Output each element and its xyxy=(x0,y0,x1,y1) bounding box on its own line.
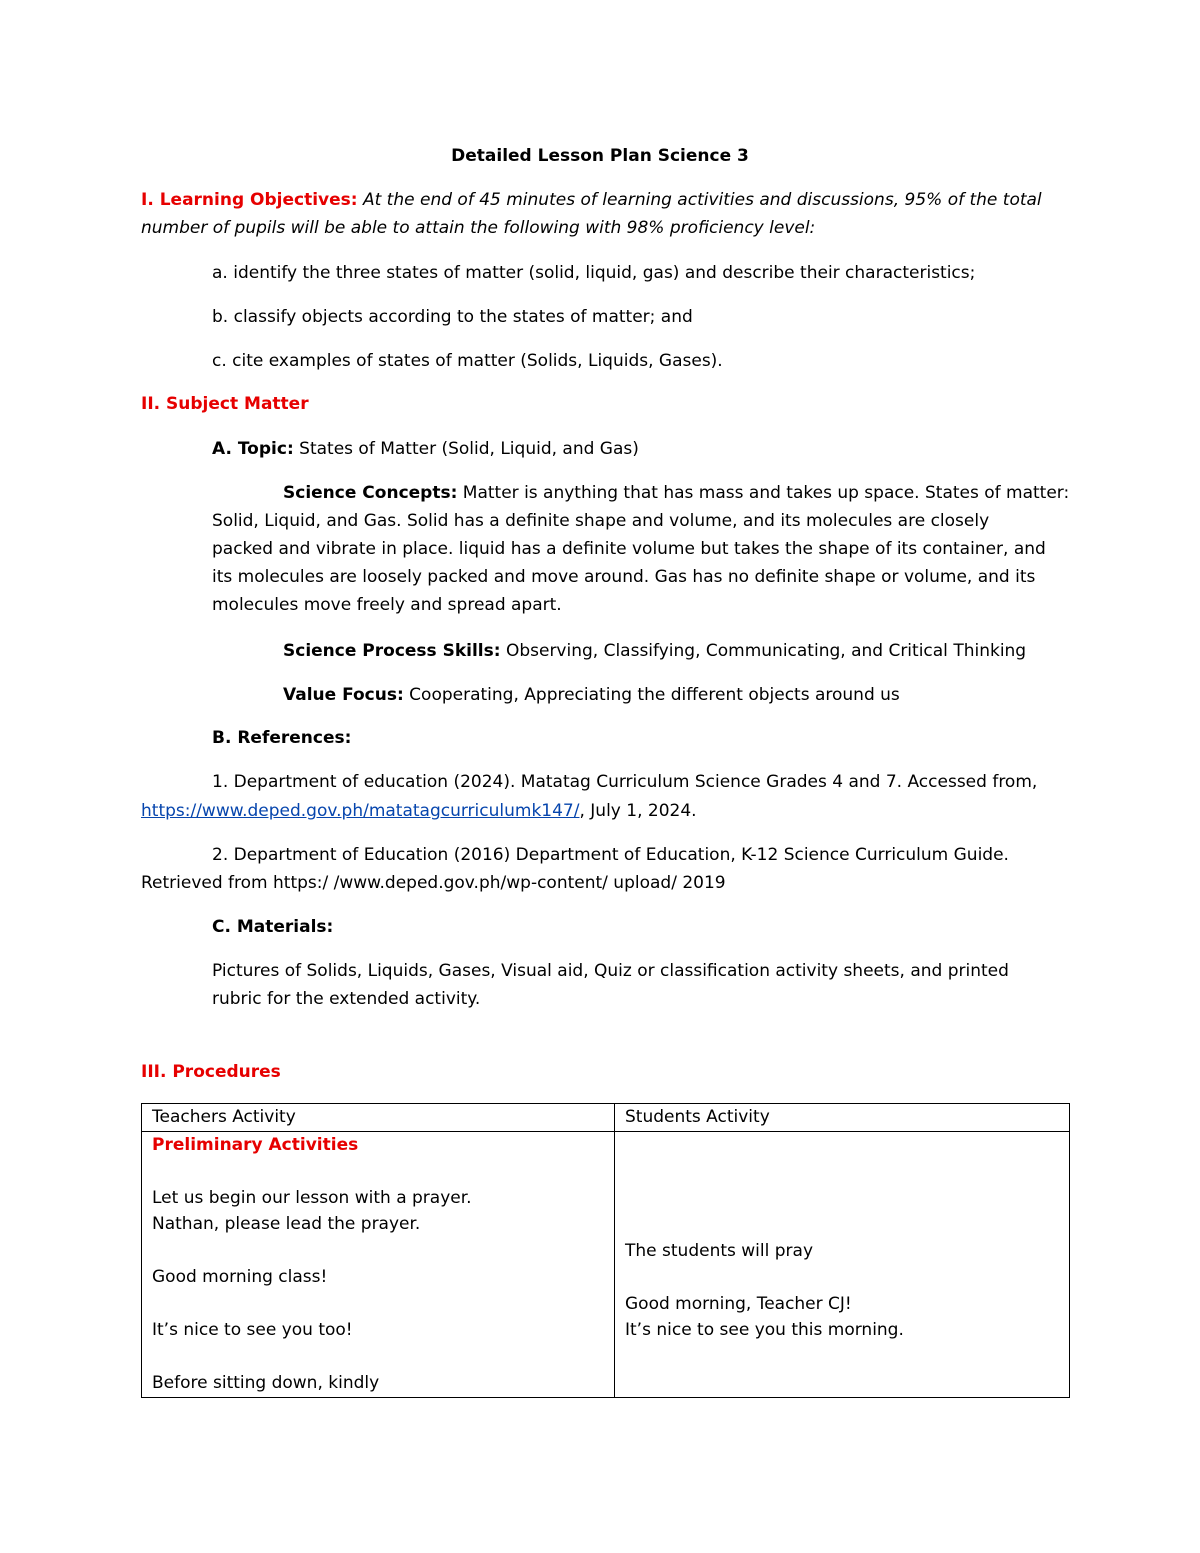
objective-item-b: b. classify objects according to the states of matter; and xyxy=(212,307,693,327)
student-line: It’s nice to see you this morning. xyxy=(625,1320,904,1340)
student-line xyxy=(625,1344,1069,1371)
student-line xyxy=(625,1185,1069,1212)
topic-label: A. Topic: xyxy=(212,439,294,459)
student-line: The students will pray xyxy=(625,1240,814,1261)
teacher-line: It’s nice to see you too! xyxy=(152,1320,353,1340)
materials-line2: rubric for the extended activity. xyxy=(212,989,481,1009)
reference-1-line2 xyxy=(141,797,697,825)
reference-1-date: , July 1, 2024. xyxy=(579,801,697,821)
student-line xyxy=(625,1132,1069,1159)
procedures-heading: III. Procedures xyxy=(141,1062,281,1082)
topic-value: States of Matter (Solid, Liquid, and Gas) xyxy=(293,439,639,459)
subject-matter-heading: II. Subject Matter xyxy=(141,394,309,414)
reference-1-link[interactable]: https://www.deped.gov.ph/matatagcurriculumk147/ xyxy=(141,801,580,821)
value-focus-label: Value Focus: xyxy=(283,685,404,705)
procedures-table-row xyxy=(142,1131,1070,1397)
teacher-line: Let us begin our lesson with a prayer. xyxy=(152,1187,472,1208)
column-header-students: Students Activity xyxy=(615,1104,1070,1132)
objectives-intro xyxy=(141,186,1042,214)
procedures-table xyxy=(141,1103,1070,1398)
materials-line1: Pictures of Solids, Liquids, Gases, Visual aid, Quiz or classification activity sheets, and printed xyxy=(212,961,1009,981)
objective-item-c: c. cite examples of states of matter (Solids, Liquids, Gases). xyxy=(212,351,723,371)
materials-heading: C. Materials: xyxy=(212,917,334,937)
reference-2-line2: Retrieved from https:/ /www.deped.gov.ph/wp-content/ upload/ 2019 xyxy=(141,873,726,893)
teacher-activity-cell xyxy=(142,1131,615,1397)
teacher-line: Before sitting down, kindly xyxy=(152,1373,380,1393)
student-line xyxy=(625,1264,1069,1291)
process-skills-line xyxy=(283,637,1026,665)
page-title: Detailed Lesson Plan Science 3 xyxy=(451,146,749,166)
references-heading: B. References: xyxy=(212,728,352,748)
topic-line xyxy=(212,435,639,463)
concepts-line1 xyxy=(283,479,1069,507)
concepts-line3: packed and vibrate in place. liquid has a definite volume but takes the shape of its container, and xyxy=(212,539,1046,559)
students-activity-cell xyxy=(615,1131,1070,1397)
reference-2-line1: 2. Department of Education (2016) Department of Education, K-12 Science Curriculum Guide. xyxy=(212,845,1009,865)
student-line xyxy=(625,1158,1069,1185)
column-header-teacher: Teachers Activity xyxy=(142,1104,615,1132)
objectives-intro-line1: At the end of 45 minutes of learning activities and discussions, 95% of the total xyxy=(357,190,1042,210)
preliminary-activities-title: Preliminary Activities xyxy=(152,1134,359,1155)
objectives-heading: I. Learning Objectives: xyxy=(141,190,358,210)
teacher-line xyxy=(152,1158,614,1185)
teacher-line xyxy=(152,1291,614,1318)
procedures-table-header xyxy=(142,1104,1070,1132)
reference-1-line1: 1. Department of education (2024). Matatag Curriculum Science Grades 4 and 7. Accessed from, xyxy=(212,772,1038,792)
objectives-intro-line2: number of pupils will be able to attain the following with 98% proficiency level: xyxy=(141,218,816,238)
value-focus-value: Cooperating, Appreciating the different objects around us xyxy=(403,685,900,705)
concepts-line2: Solid, Liquid, and Gas. Solid has a definite shape and volume, and its molecules are closely xyxy=(212,511,990,531)
student-line: Good morning, Teacher CJ! xyxy=(625,1293,852,1314)
concepts-line4: its molecules are loosely packed and move around. Gas has no definite shape or volume, and its xyxy=(212,567,1036,587)
teacher-line xyxy=(152,1238,614,1265)
student-line xyxy=(625,1211,1069,1238)
concepts-label: Science Concepts: xyxy=(283,483,458,503)
concepts-line5: molecules move freely and spread apart. xyxy=(212,595,562,615)
teacher-line: Nathan, please lead the prayer. xyxy=(152,1214,421,1234)
process-skills-value: Observing, Classifying, Communicating, and Critical Thinking xyxy=(500,641,1027,661)
process-skills-label: Science Process Skills: xyxy=(283,641,501,661)
value-focus-line xyxy=(283,681,900,709)
teacher-line xyxy=(152,1344,614,1371)
teacher-line: Good morning class! xyxy=(152,1267,328,1287)
objective-item-a: a. identify the three states of matter (solid, liquid, gas) and describe their characteristics; xyxy=(212,263,976,283)
concepts-text-1: Matter is anything that has mass and takes up space. States of matter: xyxy=(457,483,1070,503)
